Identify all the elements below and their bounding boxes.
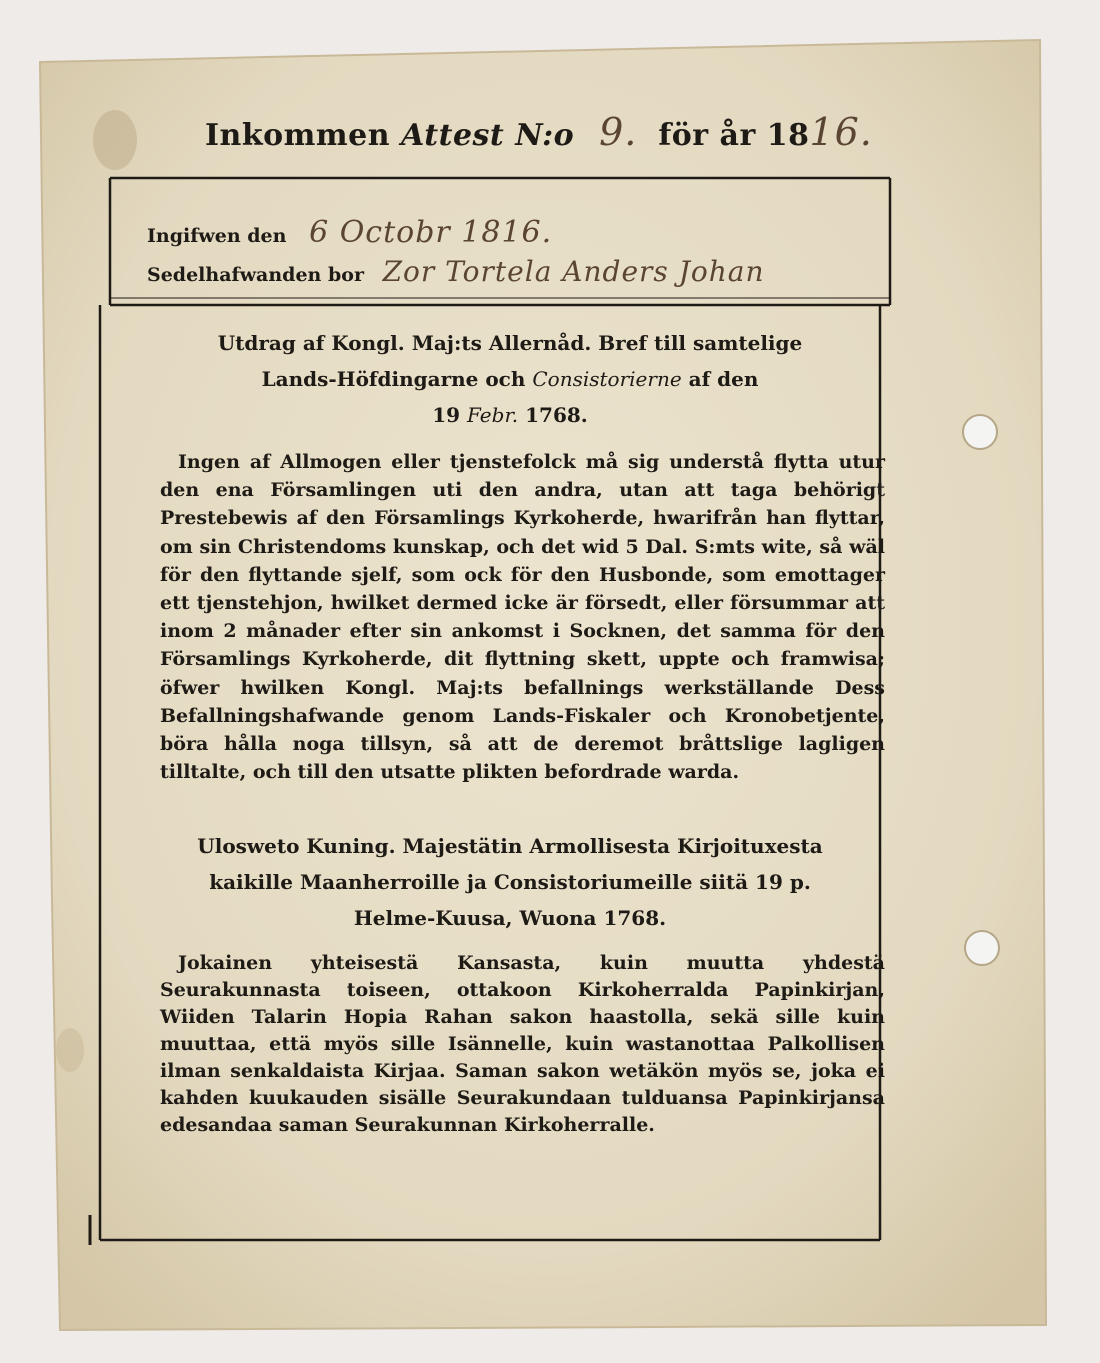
swedish-heading-month: Febr. xyxy=(467,403,519,427)
resident-row xyxy=(147,255,765,288)
title-attest-number-label: Attest N:o xyxy=(400,118,575,153)
year-label: för år 18 xyxy=(658,118,810,153)
swedish-heading-line2-part1: Lands-Höfdingarne och xyxy=(261,367,526,391)
submitted-row xyxy=(147,215,552,250)
finnish-heading-line2: kaikille Maanherroille ja Consistoriumeille siitä 19 p. xyxy=(209,870,811,894)
swedish-heading-year: 1768. xyxy=(525,403,588,427)
swedish-heading-line2 xyxy=(130,361,890,397)
swedish-heading-line1: Utdrag af Kongl. Maj:ts Allernåd. Bref till samtelige xyxy=(217,331,803,355)
resident-label: Sedelhafwanden bor xyxy=(147,264,364,286)
year-handwritten: 16. xyxy=(809,110,873,154)
document-title xyxy=(205,110,905,180)
swedish-body-text: Ingen af Allmogen eller tjenstefolck må sig understå flytta utur den ena Församlingen uti den andra, utan att taga behörigt Prestebewis af den Församlings Kyrkoherde, hwarifrån han flyttar, om sin Christendoms kunskap, och det wid 5 Dal. S:mts wite, så wäl för den flyttande sjelf, som ock för den Husbonde, som emottager ett tjenstehjon, hwilket dermed icke är försedt, eller försummar att inom 2 månader efter sin ankomst i Socknen, det samma för den Församlings Kyrkoherde, dit flyttning skett, uppte och framwisa; öfwer hwilken Kongl. Maj:ts befallnings werkställande Dess Befallningshafwande genom Lands-Fiskaler och Kronobetjente, böra hålla noga tillsyn, så att de deremot bråttslige lagligen tilltalte, och till den utsatte plikten befordrade warda. xyxy=(160,451,885,784)
submitted-date-handwritten: 6 Octobr 1816. xyxy=(309,215,553,250)
finnish-heading-line1: Ulosweto Kuning. Majestätin Armollisesta Kirjoituxesta xyxy=(197,834,823,858)
title-printed: Inkommen xyxy=(205,118,391,153)
swedish-heading-line2-italic: Consistorierne xyxy=(532,367,682,391)
swedish-heading-line3 xyxy=(130,397,890,433)
attest-number-handwritten: 9. xyxy=(599,110,638,154)
finnish-body-text: Jokainen yhteisestä Kansasta, kuin muutta yhdestä Seurakunnasta toiseen, ottakoon Kirkoherralda Papinkirjan, Wiiden Talarin Hopia Rahan sakon haastolla, sekä sille kuin muuttaa, että myös sille Isännelle, kuin wastanottaa Palkollisen ilman senkaldaista Kirjaa. Saman sakon wetäkön myös se, joka ei kahden kuukauden sisälle Seurakundaan tulduansa Papinkirjansa edesandaa saman Seurakunnan Kirkoherralle. xyxy=(160,952,885,1136)
resident-value-handwritten: Zor Tortela Anders Johan xyxy=(382,255,765,288)
swedish-heading-day: 19 xyxy=(432,403,461,427)
swedish-heading-line2-part3: af den xyxy=(688,367,759,391)
finnish-heading-line3: Helme-Kuusa, Wuona 1768. xyxy=(353,906,667,930)
submitted-label: Ingifwen den xyxy=(147,225,287,247)
finnish-heading xyxy=(130,828,890,936)
stain-left xyxy=(93,110,137,170)
swedish-heading xyxy=(130,325,890,433)
punch-hole-bottom xyxy=(965,931,999,965)
punch-hole-top xyxy=(963,415,997,449)
